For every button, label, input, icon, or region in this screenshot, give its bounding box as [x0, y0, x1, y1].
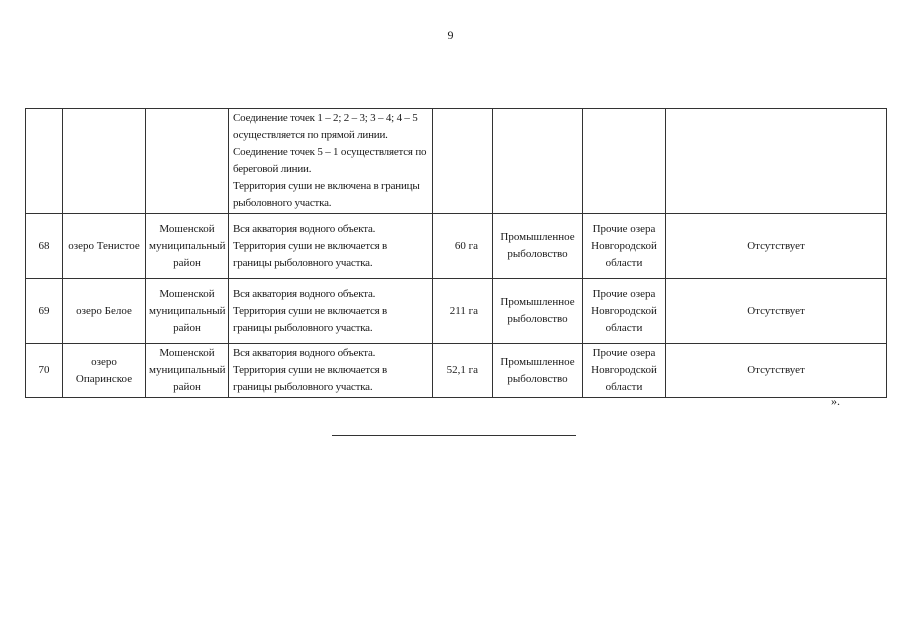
cell-district: Мошенской муниципальный район	[146, 344, 229, 398]
description-line: береговой линии.	[233, 163, 312, 176]
description-line: Вся акватория водного объекта.	[233, 287, 376, 300]
description-line: Вся акватория водного объекта.	[233, 222, 376, 235]
cell-status: Отсутствует	[666, 214, 887, 279]
cell-num: 68	[26, 214, 63, 279]
cell-purpose	[493, 109, 583, 214]
cell-name: озеро Белое	[63, 279, 146, 344]
cell-num: 70	[26, 344, 63, 398]
table-row	[26, 279, 887, 344]
cell-description	[229, 344, 433, 398]
table-row	[26, 214, 887, 279]
page-number: 9	[447, 28, 454, 42]
description-line: Территория суши не включается в	[233, 239, 388, 252]
cell-area: 52,1 га	[433, 344, 493, 398]
cell-num	[26, 109, 63, 214]
cell-name	[63, 109, 146, 214]
description-line: Вся акватория водного объекта.	[233, 347, 376, 360]
cell-district: Мошенской муниципальный район	[146, 279, 229, 344]
cell-description	[229, 214, 433, 279]
cell-district: Мошенской муниципальный район	[146, 214, 229, 279]
table-row-continuation	[26, 109, 887, 214]
cell-area: 211 га	[433, 279, 493, 344]
cell-purpose: Промышленное рыболовство	[493, 344, 583, 398]
description-line: Территория суши не включается в	[233, 304, 388, 317]
cell-category: Прочие озера Новгородской области	[583, 214, 666, 279]
cell-num: 69	[26, 279, 63, 344]
cell-category: Прочие озера Новгородской области	[583, 344, 666, 398]
closing-quote-mark: ».	[831, 394, 840, 408]
cell-area: 60 га	[433, 214, 493, 279]
cell-description	[229, 279, 433, 344]
cell-purpose: Промышленное рыболовство	[493, 279, 583, 344]
cell-area	[433, 109, 493, 214]
cell-status: Отсутствует	[666, 279, 887, 344]
table-row	[26, 344, 887, 398]
cell-name: озеро Опаринское	[63, 344, 146, 398]
description-line: осуществляется по прямой линии.	[233, 129, 388, 142]
description-line: границы рыболовного участка.	[233, 256, 373, 269]
cell-purpose: Промышленное рыболовство	[493, 214, 583, 279]
cell-category: Прочие озера Новгородской области	[583, 279, 666, 344]
description-line: Соединение точек 5 – 1 осуществляется по	[233, 146, 427, 159]
description-line: границы рыболовного участка.	[233, 321, 373, 334]
fishing-areas-table	[25, 108, 887, 398]
cell-category	[583, 109, 666, 214]
description-line: Территория суши не включается в	[233, 364, 388, 377]
description-line: рыболовного участка.	[233, 197, 332, 210]
description-line: Территория суши не включена в границы	[233, 180, 420, 193]
cell-status	[666, 109, 887, 214]
separator-line	[332, 435, 576, 436]
description-line: Соединение точек 1 – 2; 2 – 3; 3 – 4; 4 – 5	[233, 112, 418, 124]
cell-district	[146, 109, 229, 214]
cell-name: озеро Тенистое	[63, 214, 146, 279]
cell-description	[229, 109, 433, 214]
description-line: границы рыболовного участка.	[233, 381, 373, 394]
cell-status: Отсутствует	[666, 344, 887, 398]
